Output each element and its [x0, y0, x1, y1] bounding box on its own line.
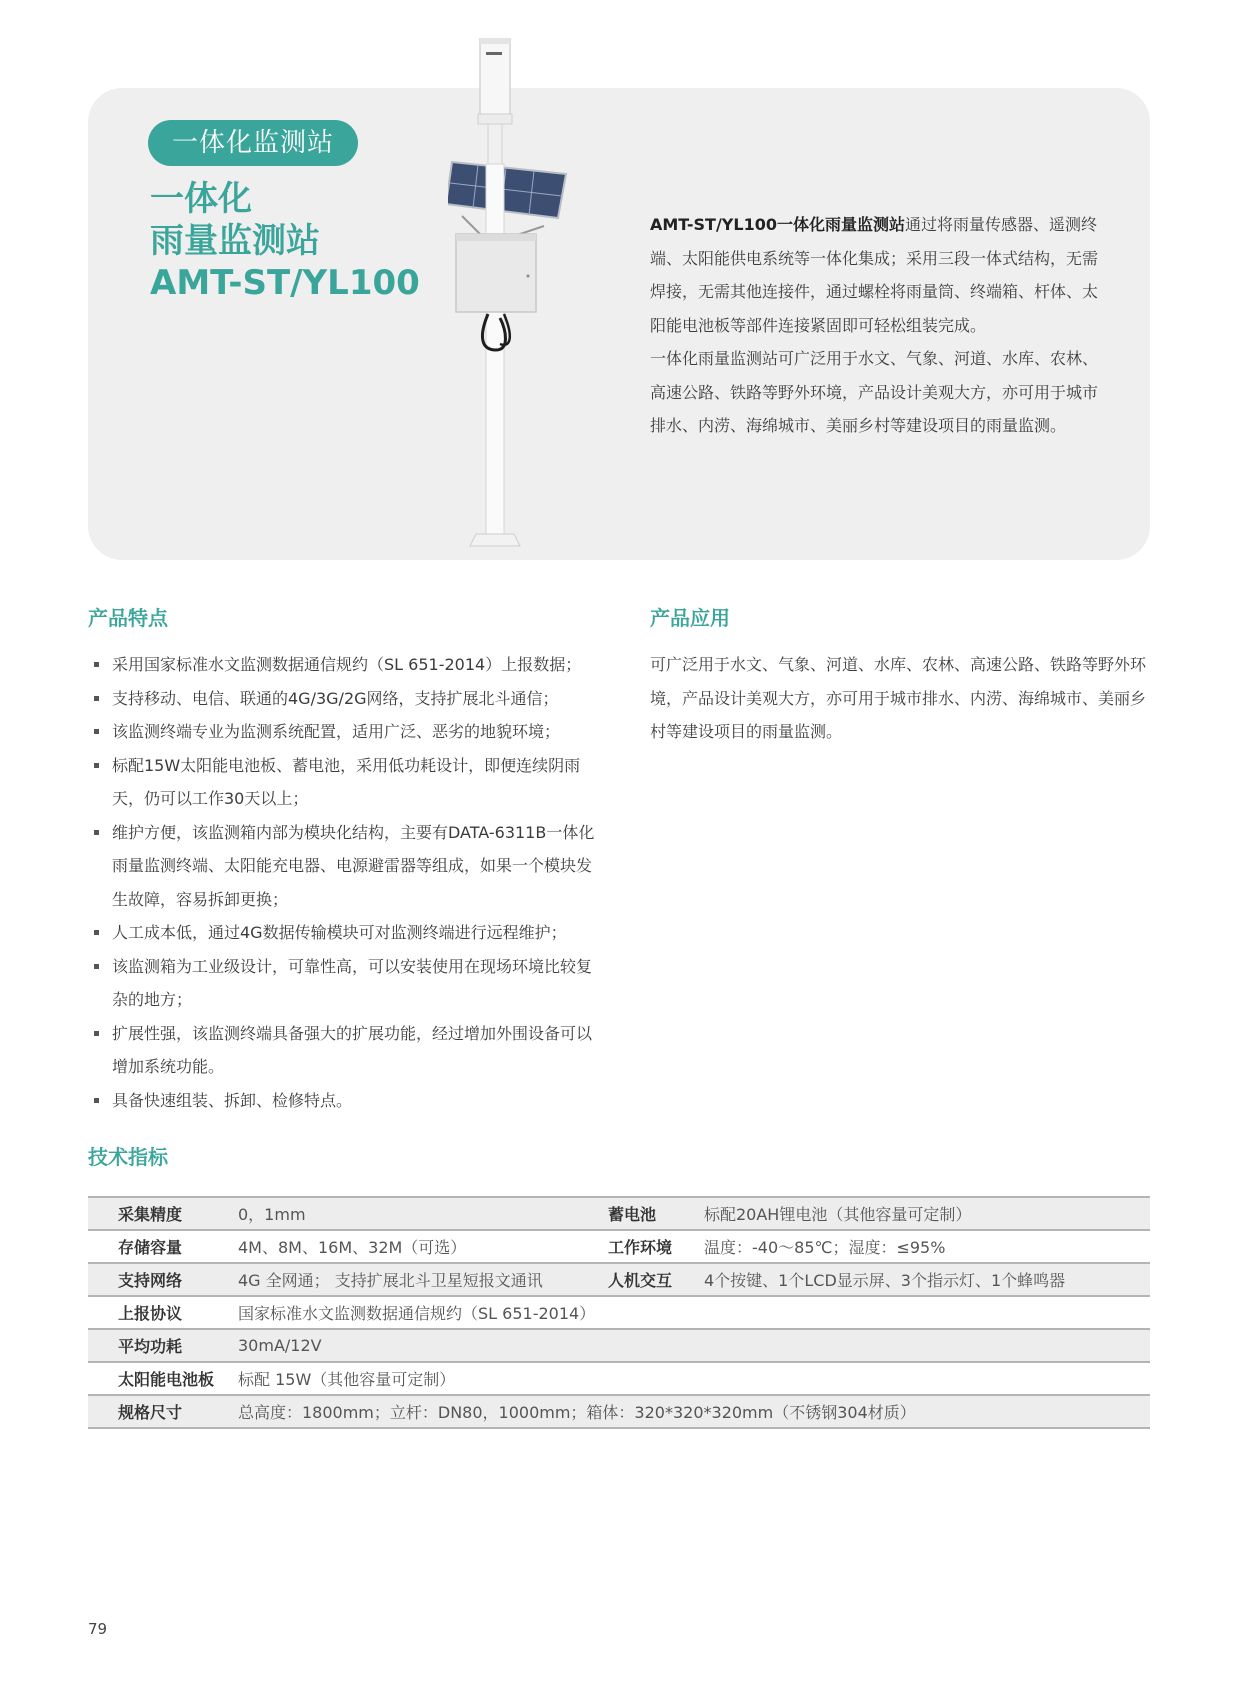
spec-value: 4M、8M、16M、32M（可选）	[218, 1230, 608, 1263]
list-item: 该监测箱为工业级设计，可靠性高，可以安装使用在现场环境比较复杂的地方；	[92, 950, 602, 1017]
specs-table	[88, 1196, 1150, 1429]
spec-value: 标配 15W（其他容量可定制）	[218, 1362, 1150, 1395]
list-item: 支持移动、电信、联通的4G/3G/2G网络，支持扩展北斗通信；	[92, 682, 602, 716]
table-row	[88, 1362, 1150, 1395]
spec-value: 标配20AH锂电池（其他容量可定制）	[704, 1197, 1150, 1230]
intro-product-name: AMT-ST/YL100一体化雨量监测站	[650, 215, 905, 234]
table-row	[88, 1197, 1150, 1230]
list-item: 具备快速组装、拆卸、检修特点。	[92, 1084, 602, 1118]
features-list	[92, 648, 602, 1117]
table-row	[88, 1230, 1150, 1263]
spec-label: 平均功耗	[88, 1329, 218, 1362]
application-text: 可广泛用于水文、气象、河道、水库、农林、高速公路、铁路等野外环境，产品设计美观大方，亦可用于城市排水、内涝、海绵城市、美丽乡村等建设项目的雨量监测。	[650, 655, 1147, 741]
spec-label: 上报协议	[88, 1296, 218, 1329]
spec-label: 采集精度	[88, 1197, 218, 1230]
intro-paragraph-2: 一体化雨量监测站可广泛用于水文、气象、河道、水库、农林、高速公路、铁路等野外环境，产品设计美观大方，亦可用于城市排水、内涝、海绵城市、美丽乡村等建设项目的雨量监测。	[650, 349, 1099, 435]
spec-label: 支持网络	[88, 1263, 218, 1296]
product-title-line: 一体化	[150, 179, 252, 219]
features-heading: 产品特点	[88, 606, 168, 630]
spec-value: 0，1mm	[218, 1197, 608, 1230]
spec-value: 总高度：1800mm；立杆：DN80，1000mm；箱体：320*320*320mm（不锈钢304材质）	[218, 1395, 1150, 1428]
intro-text: 通过将雨量传感器、遥测终端、太阳能供电系统等一体化集成；采用三段一体式结构，无需焊接，无需其他连接件，通过螺栓将雨量筒、终端箱、杆体、太阳能电池板等部件连接紧固即可轻松组装完成。	[650, 215, 1099, 335]
spec-value: 温度：-40～85℃；湿度：≤95%	[704, 1230, 1150, 1263]
specs-heading: 技术指标	[88, 1145, 168, 1169]
list-item: 该监测终端专业为监测系统配置，适用广泛、恶劣的地貌环境；	[92, 715, 602, 749]
table-row	[88, 1395, 1150, 1428]
table-row	[88, 1263, 1150, 1296]
category-badge: 一体化监测站	[148, 120, 358, 166]
spec-label: 人机交互	[608, 1263, 704, 1296]
table-row	[88, 1329, 1150, 1362]
application-heading: 产品应用	[650, 606, 730, 630]
spec-value: 4G 全网通； 支持扩展北斗卫星短报文通讯	[218, 1263, 608, 1296]
spec-label: 工作环境	[608, 1230, 704, 1263]
spec-value: 4个按键、1个LCD显示屏、3个指示灯、1个蜂鸣器	[704, 1263, 1150, 1296]
product-title	[150, 178, 450, 304]
rain-gauge-station-illustration	[448, 38, 578, 548]
product-intro	[650, 208, 1110, 443]
spec-label: 蓄电池	[608, 1197, 704, 1230]
list-item: 扩展性强，该监测终端具备强大的扩展功能，经过增加外围设备可以增加系统功能。	[92, 1017, 602, 1084]
spec-value: 国家标准水文监测数据通信规约（SL 651-2014）	[218, 1296, 1150, 1329]
page-number: 79	[88, 1620, 108, 1638]
list-item: 标配15W太阳能电池板、蓄电池，采用低功耗设计，即便连续阴雨天，仍可以工作30天以上；	[92, 749, 602, 816]
spec-label: 太阳能电池板	[88, 1362, 218, 1395]
spec-label: 存储容量	[88, 1230, 218, 1263]
spec-value: 30mA/12V	[218, 1329, 1150, 1362]
spec-label: 规格尺寸	[88, 1395, 218, 1428]
list-item: 人工成本低，通过4G数据传输模块可对监测终端进行远程维护；	[92, 916, 602, 950]
list-item: 采用国家标准水文监测数据通信规约（SL 651-2014）上报数据；	[92, 648, 602, 682]
intro-paragraph	[650, 208, 1110, 342]
product-title-line: AMT-ST/YL100	[150, 263, 420, 303]
product-title-line: 雨量监测站	[150, 221, 320, 261]
list-item: 维护方便，该监测箱内部为模块化结构，主要有DATA-6311B一体化雨量监测终端、太阳能充电器、电源避雷器等组成，如果一个模块发生故障，容易拆卸更换；	[92, 816, 602, 917]
table-row	[88, 1296, 1150, 1329]
